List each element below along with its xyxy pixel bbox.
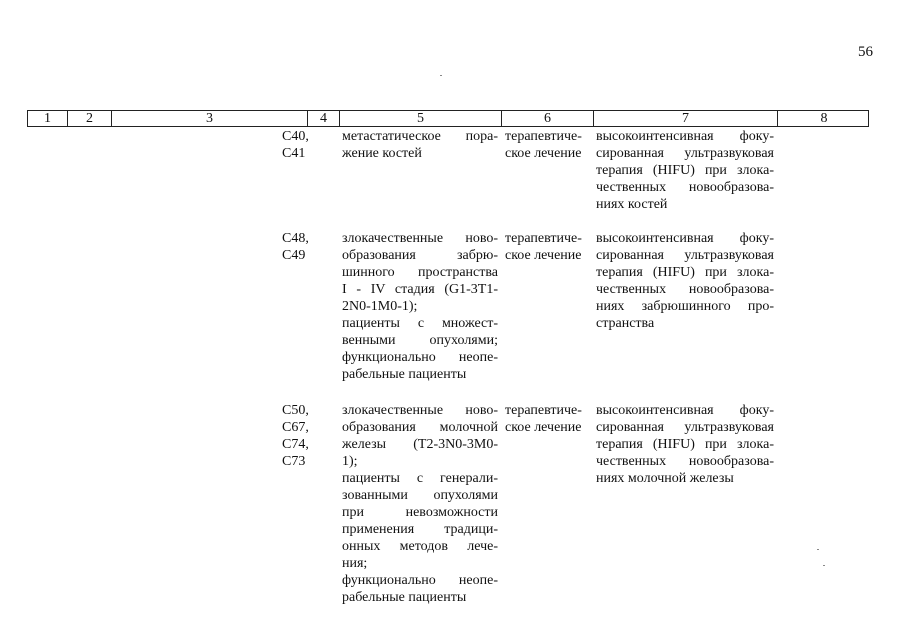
- cell-line: терапия (HIFU) при злока-: [596, 163, 774, 178]
- cell-line: высокоинтенсивная фоку-: [596, 403, 774, 418]
- treatment-method: [596, 402, 774, 487]
- cell-line: ниях забрюшинного про-: [596, 299, 774, 314]
- header-col-5: 5: [340, 111, 502, 126]
- header-col-6: 6: [502, 111, 594, 126]
- cell-line: высокоинтенсивная фоку-: [596, 129, 774, 144]
- scan-speck: [817, 549, 819, 550]
- cell-line: при невозможности: [342, 505, 498, 520]
- cell-line: C67,: [282, 420, 309, 435]
- cell-line: терапевтиче-: [505, 403, 582, 418]
- patient-condition: [342, 402, 498, 606]
- cell-line: функционально неопе-: [342, 573, 498, 588]
- diagnosis-codes: [282, 128, 328, 162]
- patient-condition: [342, 128, 498, 162]
- cell-line: 2N0-1M0-1);: [342, 299, 418, 314]
- cell-line: пациенты с генерали-: [342, 471, 498, 486]
- cell-line: сированная ультразвуковая: [596, 146, 774, 161]
- cell-line: I - IV стадия (G1-3T1-: [342, 282, 498, 297]
- treatment-type: [505, 230, 589, 264]
- cell-line: странства: [596, 316, 655, 331]
- cell-line: ниях костей: [596, 197, 668, 212]
- treatment-method: [596, 128, 774, 213]
- cell-line: железы (T2-3N0-3M0-: [342, 437, 498, 452]
- cell-line: терапия (HIFU) при злока-: [596, 265, 774, 280]
- cell-line: чественных новообразова-: [596, 180, 774, 195]
- cell-line: C41: [282, 146, 306, 161]
- header-col-8: 8: [820, 111, 828, 126]
- patient-condition: [342, 230, 498, 383]
- scan-speck: [823, 565, 825, 566]
- cell-line: жение костей: [342, 146, 422, 161]
- cell-line: рабельные пациенты: [342, 367, 467, 382]
- cell-line: сированная ультразвуковая: [596, 248, 774, 263]
- cell-line: терапевтиче-: [505, 129, 582, 144]
- cell-line: C40,: [282, 129, 309, 144]
- cell-line: 1);: [342, 454, 358, 469]
- table-header-row: [27, 110, 869, 127]
- cell-line: высокоинтенсивная фоку-: [596, 231, 774, 246]
- diagnosis-codes: [282, 402, 328, 470]
- cell-line: чественных новообразова-: [596, 454, 774, 469]
- header-col-1: 1: [28, 111, 68, 126]
- header-col-2: 2: [68, 111, 112, 126]
- cell-line: терапевтиче-: [505, 231, 582, 246]
- header-col-7: 7: [594, 111, 778, 126]
- cell-line: рабельные пациенты: [342, 590, 467, 605]
- treatment-type: [505, 128, 589, 162]
- cell-line: применения традици-: [342, 522, 498, 537]
- cell-line: ния;: [342, 556, 368, 571]
- cell-line: ское лечение: [505, 420, 582, 435]
- cell-line: венными опухолями;: [342, 333, 498, 348]
- cell-line: функционально неопе-: [342, 350, 498, 365]
- cell-line: зованными опухолями: [342, 488, 498, 503]
- header-col-3: 3: [112, 111, 308, 126]
- treatment-type: [505, 402, 589, 436]
- cell-line: образования забрю-: [342, 248, 498, 263]
- diagnosis-codes: [282, 230, 328, 264]
- cell-line: терапия (HIFU) при злока-: [596, 437, 774, 452]
- cell-line: C73: [282, 454, 306, 469]
- cell-line: метастатическое пора-: [342, 129, 498, 144]
- cell-line: чественных новообразова-: [596, 282, 774, 297]
- cell-line: ское лечение: [505, 146, 582, 161]
- cell-line: C74,: [282, 437, 309, 452]
- header-col-4: 4: [308, 111, 340, 126]
- cell-line: ниях молочной железы: [596, 471, 734, 486]
- cell-line: сированная ультразвуковая: [596, 420, 774, 435]
- cell-line: ское лечение: [505, 248, 582, 263]
- cell-line: C49: [282, 248, 306, 263]
- cell-line: C50,: [282, 403, 309, 418]
- cell-line: C48,: [282, 231, 309, 246]
- cell-line: образования молочной: [342, 420, 498, 435]
- scan-speck: [440, 75, 442, 76]
- cell-line: онных методов лече-: [342, 539, 498, 554]
- cell-line: шинного пространства: [342, 265, 498, 280]
- treatment-method: [596, 230, 774, 332]
- page-number: 56: [858, 44, 873, 60]
- cell-line: пациенты с множест-: [342, 316, 498, 331]
- cell-line: злокачественные ново-: [342, 231, 498, 246]
- cell-line: злокачественные ново-: [342, 403, 498, 418]
